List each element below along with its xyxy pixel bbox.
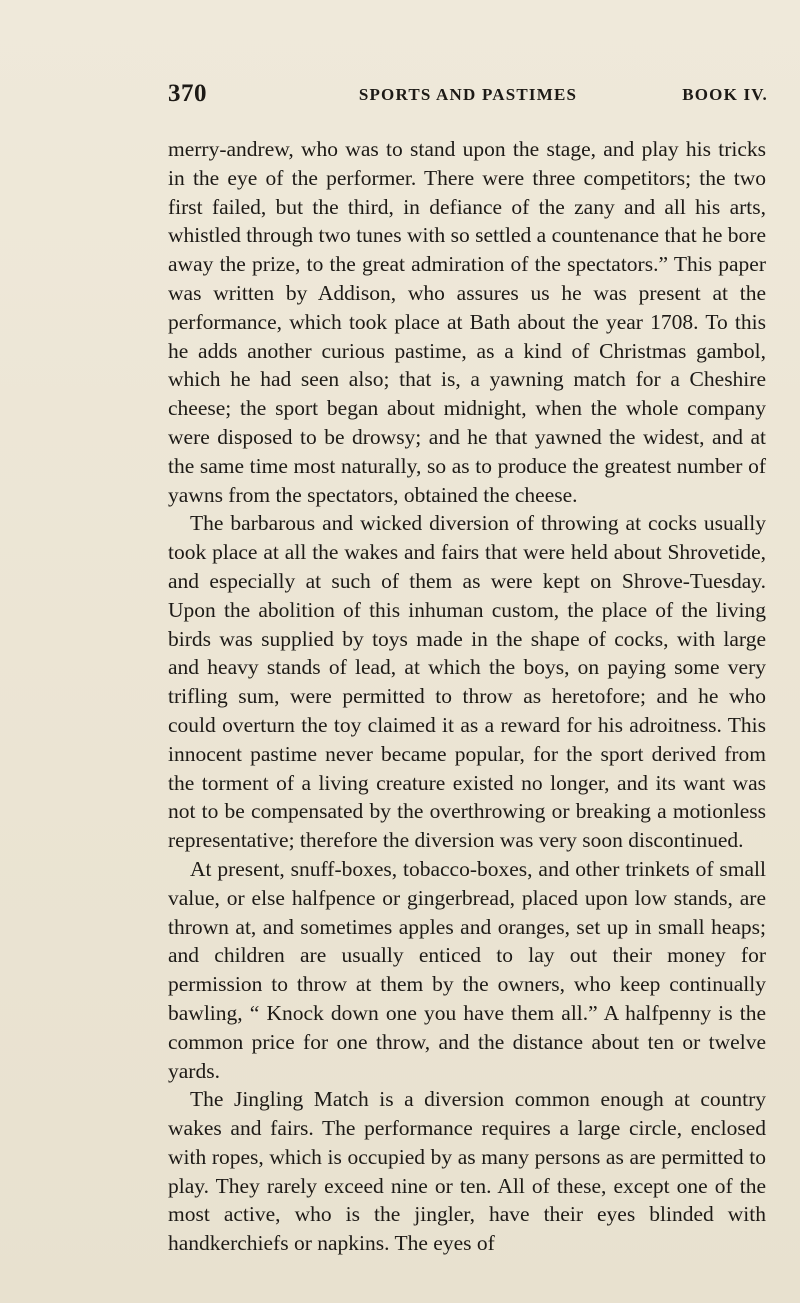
page-number: 370 (168, 80, 207, 107)
book-label: BOOK IV. (682, 85, 768, 104)
paragraph-yawning-match: merry-andrew, who was to stand upon the stage, and play his tricks in the eye of the performer. There were three competitors; the two first failed, but the third, in defiance of the zany and all his arts, whistled through two tunes with so settled a countenance that he bore away the prize, to the great admiration of the spectators.” This paper was written by Addison, who assures us he was present at the performance, which took place at Bath about the year 1708. To this he adds another curious pastime, as a kind of Christmas gambol, which he had seen also; that is, a yawning match for a Cheshire cheese; the sport began about midnight, when the whole company were disposed to be drowsy; and he that yawned the widest, and at the same time most naturally, so as to produce the greatest number of yawns from the spectators, obtained the cheese. (168, 137, 766, 507)
paragraph-trinkets: At present, snuff-boxes, tobacco-boxes, and other trinkets of small value, or else halfpence or gingerbread, placed upon low stands, are thrown at, and sometimes apples and oranges, set up in small heaps; and children are usually enticed to lay out their money for permission to throw at them by the owners, who keep continually bawling, “ Knock down one you have them all.” A halfpenny is the common price for one throw, and the distance about ten or twelve yards. (168, 856, 766, 1083)
running-head (168, 80, 768, 110)
paragraph-throwing-at-cocks: The barbarous and wicked diversion of throwing at cocks usually took place at all the wakes and fairs that were held about Shrovetide, and especially at such of them as were kept on Shrove-Tuesday. Upon the abolition of this inhuman custom, the place of the living birds was supplied by toys made in the shape of cocks, with large and heavy stands of lead, at which the boys, on paying some very trifling sum, were permitted to throw as heretofore; and he who could overturn the toy claimed it as a reward for his adroitness. This innocent pastime never became popular, for the sport derived from the torment of a living creature existed no longer, and its want was not to be compensated by the overthrowing or breaking a motionless representative; therefore the diversion was very soon discontinued. (168, 511, 766, 853)
body-text (168, 135, 766, 1258)
running-title: SPORTS AND PASTIMES (358, 85, 578, 104)
paragraph-jingling-match: The Jingling Match is a diversion common enough at country wakes and fairs. The performance requires a large circle, enclosed with ropes, which is occupied by as many persons as are permitted to play. They rarely exceed nine or ten. All of these, except one of the most active, who is the jingler, have their eyes blinded with handkerchiefs or napkins. The eyes of (168, 1087, 766, 1256)
